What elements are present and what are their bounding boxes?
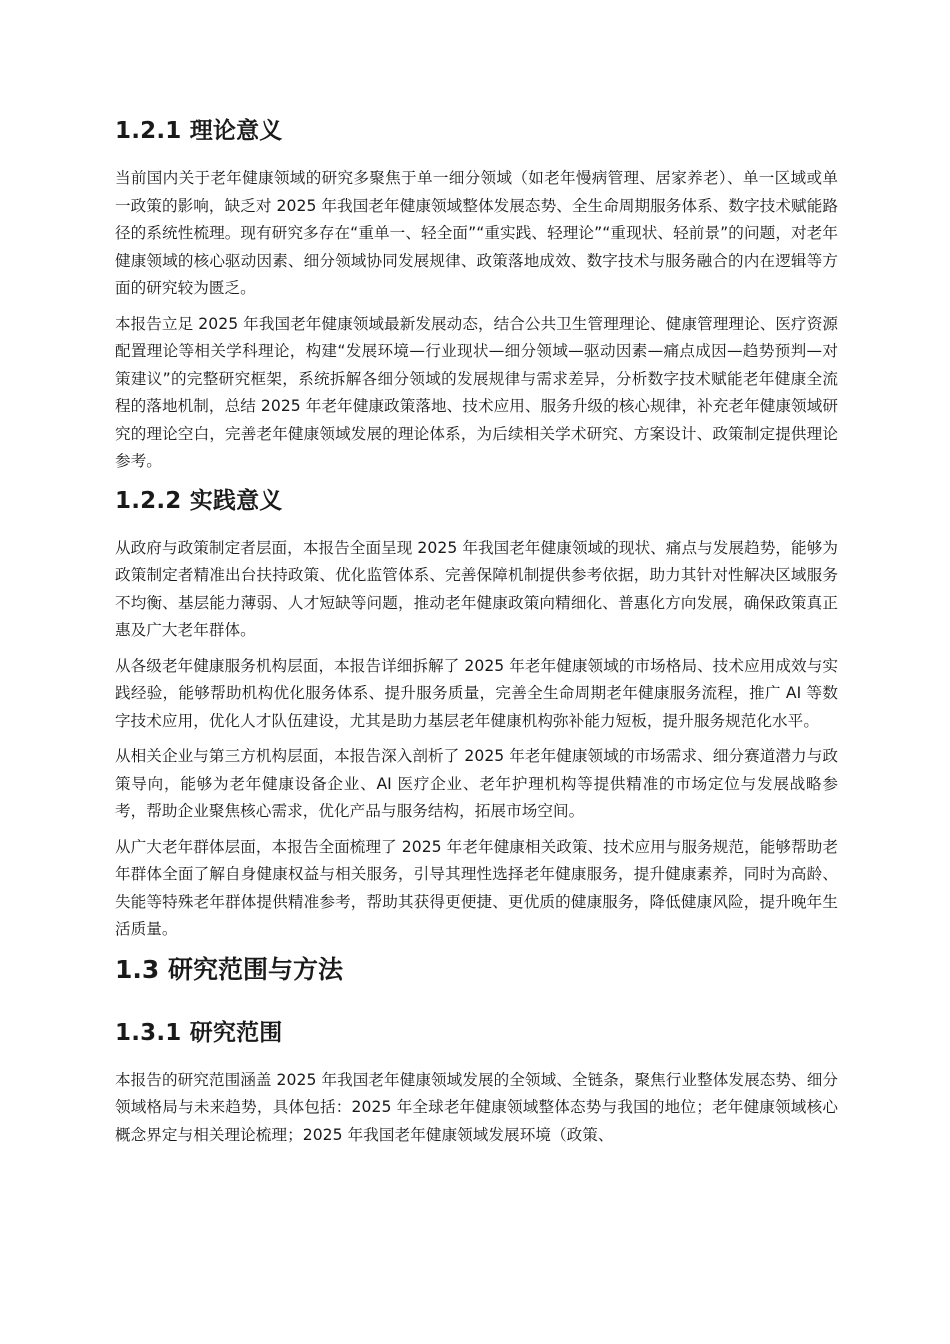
paragraph: 本报告立足 2025 年我国老年健康领域最新发展动态，结合公共卫生管理理论、健康管理理论、医疗资源配置理论等相关学科理论，构建“发展环境—行业现状—细分领域—驱动因素—痛点成因—趋势预判—对策建议”的完整研究框架，系统拆解各细分领域的发展规律与需求差异，分析数字技术赋能老年健康全流程的落地机制，总结 2025 年老年健康政策落地、技术应用、服务升级的核心规律，补充老年健康领域研究的理论空白，完善老年健康领域发展的理论体系，为后续相关学术研究、方案设计、政策制定提供理论参考。 — [115, 314, 838, 470]
paragraph: 从广大老年群体层面，本报告全面梳理了 2025 年老年健康相关政策、技术应用与服务规范，能够帮助老年群体全面了解自身健康权益与相关服务，引导其理性选择老年健康服务，提升健康素养，同时为高龄、失能等特殊老年群体提供精准参考，帮助其获得更便捷、更优质的健康服务，降低健康风险，提升晚年生活质量。 — [115, 837, 838, 938]
section-heading-1-3-1: 1.3.1 研究范围 — [115, 1019, 283, 1046]
section-heading-1-2-1: 1.2.1 理论意义 — [115, 118, 283, 144]
paragraph: 从政府与政策制定者层面，本报告全面呈现 2025 年我国老年健康领域的现状、痛点与发展趋势，能够为政策制定者精准出台扶持政策、优化监管体系、完善保障机制提供参考依据，助力其针对性解决区域服务不均衡、基层能力薄弱、人才短缺等问题，推动老年健康政策向精细化、普惠化方向发展，确保政策真正惠及广大老年群体。 — [115, 538, 838, 639]
paragraph: 当前国内关于老年健康领域的研究多聚焦于单一细分领域（如老年慢病管理、居家养老）、单一区域或单一政策的影响，缺乏对 2025 年我国老年健康领域整体发展态势、全生命周期服务体系、数字技术赋能路径的系统性梳理。现有研究多存在“重单一、轻全面”“重实践、轻理论”“重现状、轻前景”的问题，对老年健康领域的核心驱动因素、细分领域协同发展规律、政策落地成效、数字技术与服务融合的内在逻辑等方面的研究较为匮乏。 — [115, 169, 838, 297]
paragraph: 本报告的研究范围涵盖 2025 年我国老年健康领域发展的全领域、全链条，聚焦行业整体发展态势、细分领域格局与未来趋势，具体包括：2025 年全球老年健康领域整体态势与我国的地位；老年健康领域核心概念界定与相关理论梳理；2025 年我国老年健康领域发展环境（政策、 — [115, 1070, 838, 1144]
paragraph: 从各级老年健康服务机构层面，本报告详细拆解了 2025 年老年健康领域的市场格局、技术应用成效与实践经验，能够帮助机构优化服务体系、提升服务质量，完善全生命周期老年健康服务流程，推广 AI 等数字技术应用，优化人才队伍建设，尤其是助力基层老年健康机构弥补能力短板，提升服务规范化水平。 — [115, 656, 838, 730]
section-heading-1-3: 1.3 研究范围与方法 — [115, 954, 343, 984]
paragraph: 从相关企业与第三方机构层面，本报告深入剖析了 2025 年老年健康领域的市场需求、细分赛道潜力与政策导向，能够为老年健康设备企业、AI 医疗企业、老年护理机构等提供精准的市场定位与发展战略参考，帮助企业聚焦核心需求，优化产品与服务结构，拓展市场空间。 — [115, 747, 838, 820]
section-heading-1-2-2: 1.2.2 实践意义 — [115, 487, 283, 514]
